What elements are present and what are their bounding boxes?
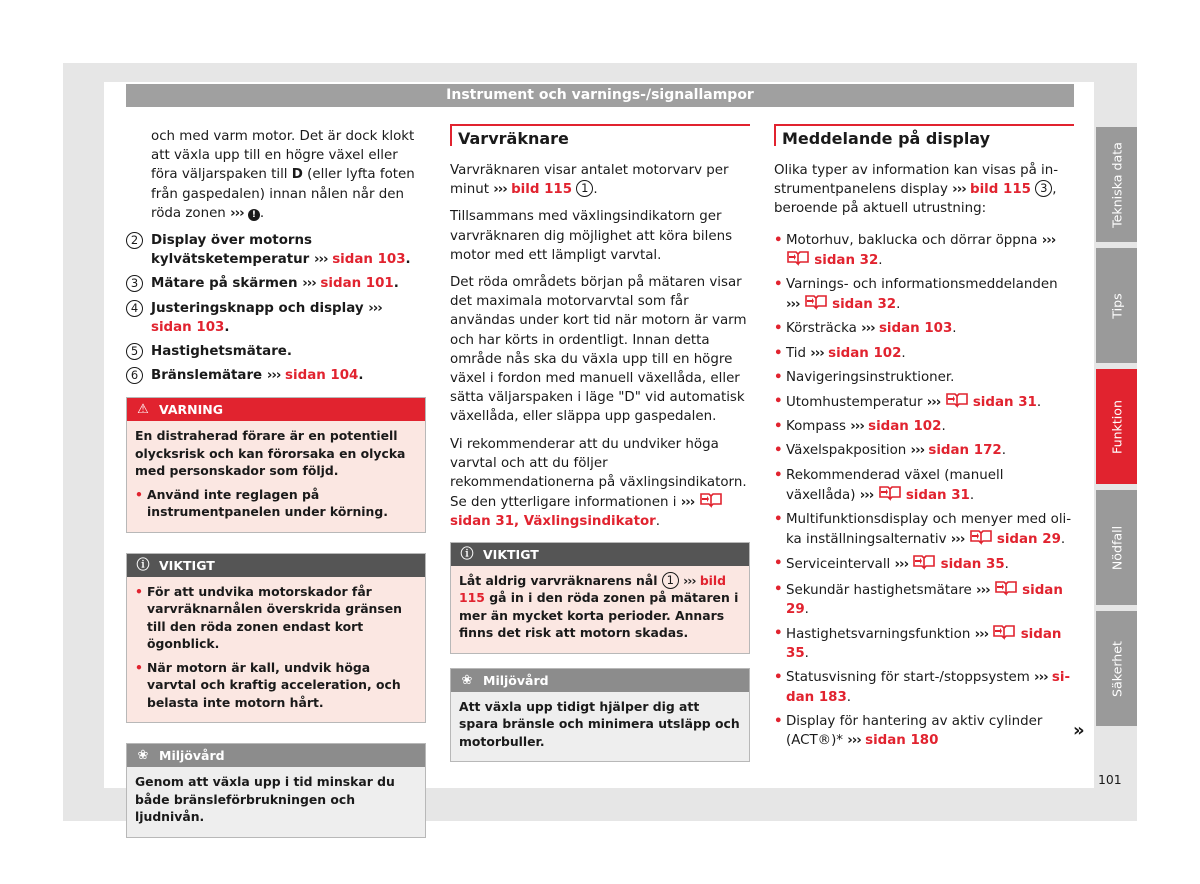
- tachometer-para-4: [450, 435, 750, 532]
- intro-text-d: D: [291, 167, 303, 183]
- imp2-text-b: gå in i den röda zonen på mätaren i mer än mycket korta perioder. Annars finns det risk att motorn skadas.: [459, 590, 739, 641]
- tachometer-para-3: Det röda områdets början på mätaren visar det maximala motorvarvtal som får användas under kort tid när motorn är varm och har körts in ordentligt. Innan detta område nås ska du växla upp till en högre växel i fordon med manuell växellåda, eller sätta väljarspaken i läge "D" vid automatisk växellåda, eller släppa upp gaspedalen.: [450, 275, 747, 425]
- book-icon: [992, 627, 1016, 642]
- numbered-item: [126, 366, 426, 385]
- page-ref-link[interactable]: sidan 32: [814, 252, 879, 268]
- item-end: .: [358, 368, 364, 384]
- bullet-label: Hastighetsvarningsfunktion: [786, 627, 971, 643]
- display-bullet-item: [774, 580, 1074, 619]
- bullet-label: Varnings- och informationsmeddelanden: [786, 277, 1058, 293]
- bullet-label: Rekommenderad växel (manuell växellåda): [786, 467, 1004, 503]
- display-bullet-item: [774, 510, 1074, 549]
- bullet-label: Växelspakposition: [786, 443, 907, 459]
- important-2-text: [459, 572, 741, 642]
- item-end: .: [393, 276, 399, 292]
- page-ref-link[interactable]: sidan 35: [940, 557, 1005, 573]
- book-icon: [699, 495, 723, 510]
- bullet-end: .: [1004, 557, 1009, 573]
- page-ref-link[interactable]: sidan 103: [332, 252, 406, 268]
- page-ref-link[interactable]: sidan 172: [928, 443, 1002, 459]
- imp2-text-a: Låt aldrig varvräknarens nål: [459, 572, 658, 588]
- environment-box-2-body: [451, 692, 749, 762]
- book-icon: [969, 532, 993, 547]
- callout-number: 6: [126, 367, 143, 384]
- bullet-label: Kompass: [786, 419, 847, 435]
- environment-text: Genom att växla upp i tid minskar du både bränsleförbrukningen och ljudnivån.: [135, 774, 395, 825]
- display-bullet-item: [774, 441, 1074, 460]
- bullet-end: .: [878, 252, 883, 268]
- p4-text: Vi rekommenderar att du undviker höga varvtal och att du följer rekommendationerna på växlingsindikatorn. Se den ytterligare informationen i: [450, 436, 747, 511]
- chapter-tab[interactable]: [1096, 369, 1137, 484]
- bullet-end: .: [1001, 443, 1006, 459]
- page-ref-link[interactable]: sidan 35: [786, 627, 1062, 662]
- bullet-end: .: [901, 345, 906, 361]
- page-ref-link[interactable]: sidan 31: [972, 395, 1037, 411]
- display-bullet-item: [774, 624, 1074, 663]
- display-intro-a: Olika typer av information kan visas på instrumentpanelens display: [774, 163, 1059, 198]
- intro-end: .: [259, 205, 265, 221]
- arrow-icon: ›››: [850, 419, 864, 435]
- warning-box-header: [127, 398, 425, 421]
- section-header: Instrument och varnings-/signallampor: [126, 84, 1074, 107]
- display-bullet-item: [774, 319, 1074, 338]
- numbered-list: [126, 231, 426, 385]
- important-box-body: [127, 577, 425, 723]
- info-circle-icon: ⓘ: [136, 557, 150, 573]
- numbered-item-label: Justeringsknapp och display: [151, 300, 364, 316]
- display-bullet-item: [774, 554, 1074, 574]
- flower-icon: ❀: [461, 672, 473, 688]
- bullet-label: Serviceintervall: [786, 557, 891, 573]
- bullet-end: .: [804, 646, 809, 662]
- environment-box: [126, 743, 426, 838]
- arrow-icon: ›››: [1034, 670, 1048, 686]
- chapter-tab-label: Tekniska data: [1109, 141, 1124, 228]
- important-2-title: VIKTIGT: [483, 546, 539, 562]
- arrow-icon: ›››: [1041, 232, 1056, 248]
- numbered-item-label: Mätare på skärmen: [151, 276, 298, 292]
- numbered-item-body: [151, 342, 292, 361]
- p4-end: .: [655, 514, 661, 530]
- arrow-icon: ›››: [302, 276, 316, 292]
- page-ref-link[interactable]: sidan 183: [786, 670, 1070, 705]
- bullet-label: Körsträcka: [786, 321, 857, 337]
- environment-box-header: [127, 744, 425, 767]
- page-number: 101: [1098, 772, 1122, 787]
- important-bullet-2: • När motorn är kall, undvik höga varvtal och kraftig acceleration, och belasta inte motorn hårt.: [135, 659, 417, 712]
- book-icon: [786, 253, 810, 268]
- callout-number: 4: [126, 300, 143, 317]
- warning-title: VARNING: [159, 402, 223, 418]
- bullet-end: .: [896, 297, 901, 313]
- p4-arrow: ›››: [680, 495, 695, 511]
- display-intro-b: , beroende på aktuell utrustning:: [774, 182, 1057, 217]
- display-bullet-item: [774, 344, 1074, 363]
- display-bullet-item: [774, 668, 1074, 706]
- arrow-icon: ›››: [847, 733, 861, 749]
- warning-triangle-icon: ⚠: [137, 402, 149, 418]
- arrow-icon: ›››: [894, 557, 909, 573]
- p1-callout-number: 1: [576, 180, 593, 197]
- arrow-icon: ›››: [313, 252, 328, 268]
- page-ref-link[interactable]: sidan 103: [151, 319, 225, 335]
- page-ref-link[interactable]: sidan 102: [828, 345, 902, 361]
- chapter-tab-label: Tips: [1109, 292, 1124, 319]
- page-ref-link[interactable]: sidan 102: [868, 419, 942, 435]
- page-ref-link[interactable]: sidan 29: [996, 532, 1061, 548]
- chapter-tab-label: Nödfall: [1109, 525, 1124, 570]
- book-icon: [994, 583, 1018, 598]
- warning-text: En distraherad förare är en potentiell olycksrisk och kan förorsaka en olycka med personskador som följd.: [135, 428, 406, 479]
- bullet-label: Motorhuv, baklucka och dörrar öppna: [786, 232, 1038, 248]
- arrow-icon: ›››: [861, 321, 875, 337]
- arrow-icon: ›››: [266, 368, 281, 384]
- warning-box-body: [127, 421, 425, 532]
- page-ref-link[interactable]: sidan 101: [320, 276, 394, 292]
- chapter-tab[interactable]: [1096, 127, 1137, 242]
- important-title: VIKTIGT: [159, 557, 215, 573]
- item-end: .: [405, 252, 411, 268]
- chapter-tab-label: Funktion: [1109, 399, 1124, 454]
- bullet-end: .: [1060, 532, 1066, 548]
- numbered-item-body: [151, 231, 426, 269]
- p1-ref-link[interactable]: bild 115: [511, 182, 573, 198]
- warning-circle-icon: !: [248, 209, 260, 221]
- book-icon: [804, 297, 828, 312]
- page-ref-link[interactable]: sidan 103: [878, 321, 953, 337]
- chapter-tab[interactable]: [1096, 248, 1137, 363]
- callout-number: 5: [126, 343, 143, 360]
- arrow-icon: ›››: [926, 395, 941, 411]
- important-box-2-header: [451, 543, 749, 566]
- intro-paragraph: [126, 127, 426, 223]
- bullet-label: Utomhustemperatur: [786, 395, 923, 411]
- chapter-tab-label: Säkerhet: [1109, 640, 1124, 697]
- column-middle: [450, 124, 750, 774]
- page-ref-link[interactable]: sidan 32: [832, 297, 897, 313]
- continue-arrow-icon: »: [1073, 720, 1085, 741]
- important-box-header: [127, 554, 425, 577]
- environment-2-text: Att växla upp tidigt hjälper dig att spara bränsle och minimera utsläpp och motorbuller.: [459, 698, 740, 749]
- book-icon: [945, 395, 969, 410]
- numbered-item-label: Display över motorns kylvätsketemperatur: [151, 233, 313, 268]
- numbered-item-body: [151, 366, 363, 385]
- important-box: [126, 553, 426, 724]
- numbered-item-body: [151, 274, 399, 293]
- display-bullet-item: [774, 466, 1074, 505]
- page-ref-link[interactable]: sidan 104: [285, 368, 359, 384]
- tachometer-para-1: [450, 161, 750, 199]
- bullet-label: Tid: [786, 345, 806, 361]
- page-ref-link[interactable]: sidan 180: [865, 733, 939, 749]
- arrow-icon: ›››: [950, 532, 965, 548]
- bullet-end: .: [804, 601, 809, 617]
- page-ref-link[interactable]: sidan 29: [786, 582, 1063, 617]
- info-circle-icon: ⓘ: [460, 546, 474, 562]
- item-end: .: [224, 319, 230, 335]
- numbered-item: [126, 231, 426, 269]
- callout-number: 3: [126, 275, 143, 292]
- bullet-label: Sekundär hastighetsmätare: [786, 582, 972, 598]
- display-intro-ref-link[interactable]: bild 115: [970, 182, 1031, 198]
- intro-text-b: (eller lyfta foten från gaspedalen) innan nålen når den röda zonen: [151, 167, 415, 221]
- p1-arrow: ›››: [493, 182, 507, 198]
- tachometer-heading: [450, 124, 750, 149]
- book-icon: [878, 488, 902, 503]
- display-bullet-item: [774, 417, 1074, 436]
- numbered-item: [126, 299, 426, 337]
- imp2-callout-number: 1: [662, 572, 679, 589]
- display-bullet-item: [774, 368, 1074, 387]
- numbered-item-label: Bränslemätare: [151, 368, 263, 384]
- important-bullet-1: • För att undvika motorskador får varvräknarnålen överskrida gränsen till den röda zonen endast kort ögonblick.: [135, 583, 417, 653]
- display-bullet-item: [774, 712, 1074, 750]
- column-right: [774, 124, 1074, 755]
- tachometer-heading-text: Varvräknare: [458, 129, 569, 148]
- page-ref-link[interactable]: sidan 31: [905, 487, 970, 503]
- environment-title: Miljövård: [159, 748, 225, 764]
- tachometer-para-2: Tillsammans med växlingsindikatorn ger varvräknaren dig möjlighet att köra bilens motor med ett lämpligt varvtal.: [450, 209, 733, 263]
- bullet-label: Multifunktionsdisplay och menyer med olika inställningsalternativ: [786, 512, 1072, 548]
- numbered-item-body: [151, 299, 426, 337]
- book-icon: [912, 557, 936, 572]
- bullet-end: .: [969, 487, 975, 503]
- display-intro: [774, 161, 1074, 219]
- important-box-2-body: [451, 566, 749, 653]
- bullet-end: .: [952, 321, 957, 337]
- item-end: .: [286, 344, 292, 360]
- bullet-label: Statusvisning för start-/stoppsystem: [786, 670, 1030, 686]
- arrow-icon: ›››: [859, 487, 874, 503]
- numbered-item-label: Hastighetsmätare: [151, 344, 287, 360]
- arrow-icon: ›››: [976, 582, 990, 598]
- column-left: [126, 127, 426, 850]
- bullet-end: .: [941, 419, 946, 435]
- warning-bullet: • Använd inte reglagen på instrumentpanelen under körning.: [135, 486, 417, 521]
- p1-end: .: [593, 182, 598, 198]
- callout-number: 2: [126, 232, 143, 249]
- display-messages-heading: [774, 124, 1074, 149]
- warning-box: [126, 397, 426, 533]
- chapter-tab[interactable]: [1096, 490, 1137, 605]
- imp2-arrow: ›››: [683, 572, 696, 588]
- environment-box-2: [450, 668, 750, 763]
- numbered-item: [126, 342, 426, 361]
- bullet-end: .: [846, 689, 852, 705]
- intro-arrow: ›››: [230, 205, 244, 221]
- chapter-tab[interactable]: [1096, 611, 1137, 726]
- display-bullet-item: [774, 275, 1074, 314]
- environment-box-2-header: [451, 669, 749, 692]
- numbered-item: [126, 274, 426, 293]
- intro-text-a: och med varm motor. Det är dock klokt att växla upp till en högre växel eller föra väljarspaken till: [151, 129, 415, 183]
- display-bullet-item: [774, 231, 1074, 270]
- important-box-2: [450, 542, 750, 654]
- arrow-icon: ›››: [368, 300, 382, 316]
- display-messages-heading-text: Meddelande på display: [782, 129, 991, 148]
- p1-text: Varvräknaren visar antalet motorvarv per minut: [450, 163, 729, 198]
- arrow-icon: ›››: [974, 627, 989, 643]
- bullet-label: Display för hantering av aktiv cylinder (ACT®)*: [786, 713, 1043, 749]
- imp2-ref-link[interactable]: bild 115: [459, 572, 727, 606]
- display-bullet-list: [774, 231, 1074, 751]
- bullet-end: .: [1036, 395, 1042, 411]
- display-intro-arrow: ›››: [952, 182, 966, 198]
- environment-box-body: [127, 767, 425, 837]
- arrow-icon: ›››: [910, 443, 925, 459]
- environment-2-title: Miljövård: [483, 672, 549, 688]
- display-bullet-item: [774, 392, 1074, 412]
- arrow-icon: ›››: [786, 297, 800, 313]
- bullet-label: Navigeringsinstruktioner.: [786, 369, 955, 385]
- flower-icon: ❀: [137, 748, 149, 764]
- arrow-icon: ›››: [810, 345, 824, 361]
- p4-ref-link[interactable]: sidan 31, Växlingsindikator: [450, 514, 656, 530]
- display-intro-callout: 3: [1035, 180, 1052, 197]
